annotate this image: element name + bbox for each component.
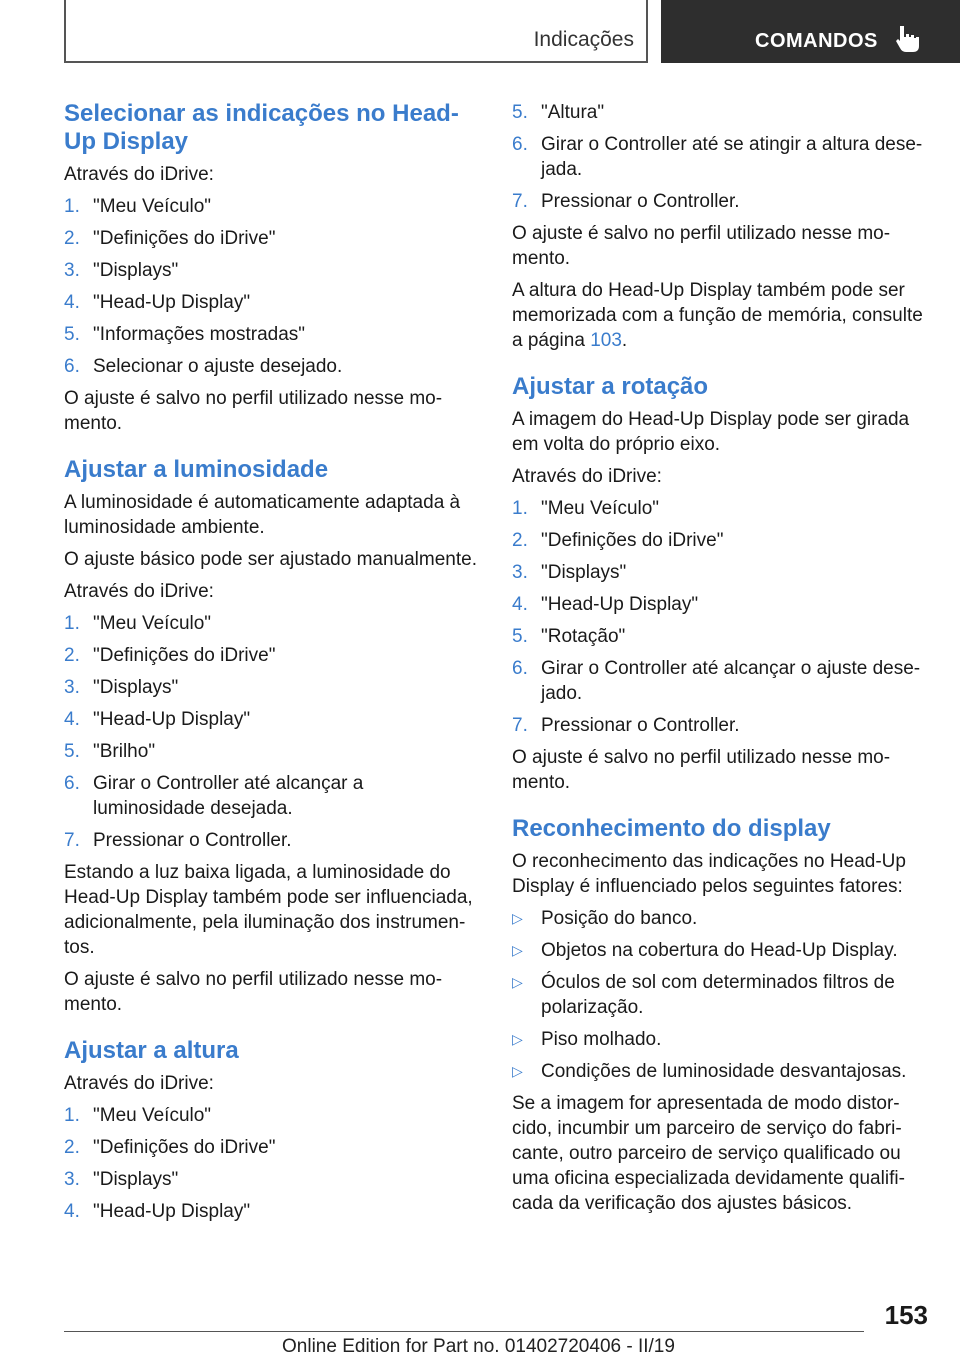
idrive-intro: Através do iDrive: xyxy=(64,164,214,185)
profile-note: O ajuste é salvo no perfil utilizado nesse mo-mento. xyxy=(512,223,891,269)
idrive-intro: Através do iDrive: xyxy=(64,1073,214,1094)
list-item: 1. "Meu Veículo" xyxy=(64,613,212,634)
header-section-tab xyxy=(64,0,648,63)
triangle-bullet-icon: ▷ xyxy=(512,910,523,926)
page-number: 153 xyxy=(884,1300,928,1330)
right-column xyxy=(512,100,928,1223)
profile-note: O ajuste é salvo no perfil utilizado nesse mo-mento. xyxy=(512,747,891,793)
rotation-text: A imagem do Head-Up Display pode ser girada em volta do próprio eixo. xyxy=(512,409,910,455)
triangle-bullet-icon: ▷ xyxy=(512,1063,523,1079)
steps-list-indications xyxy=(64,194,480,379)
list-item: 4. "Head-Up Display" xyxy=(64,292,251,313)
recognition-intro: O reconhecimento das indicações no Head-Up Display é influenciado pelos seguintes fatores: xyxy=(512,851,906,897)
profile-note: O ajuste é salvo no perfil utilizado nesse mo-mento. xyxy=(64,969,443,1015)
edition-footer: Online Edition for Part no. 01402720406 - II/19 xyxy=(282,1336,675,1357)
steps-list-brightness xyxy=(64,611,480,853)
section-title-select-indications: Selecionar as indicações no Head-Up Display xyxy=(64,100,459,155)
list-item: ▷ Condições de luminosidade desvantajosas. xyxy=(512,1061,907,1082)
list-item: 2. "Definições do iDrive" xyxy=(64,645,276,666)
list-item: ▷ Objetos na cobertura do Head-Up Display. xyxy=(512,940,898,961)
list-item: 6. Girar o Controller até se atingir a altura dese-jada. xyxy=(512,134,923,180)
list-item: 2. "Definições do iDrive" xyxy=(512,530,724,551)
list-item: 6. Girar o Controller até alcançar a luminosidade desejada. xyxy=(64,773,364,819)
list-item: 3. "Displays" xyxy=(64,260,179,281)
footer-divider xyxy=(64,1331,864,1332)
list-item: 5. "Brilho" xyxy=(64,741,156,762)
list-item: 7. Pressionar o Controller. xyxy=(64,830,292,851)
memory-function-text: A altura do Head-Up Display também pode ser memorizada com a função de memória, consulte a página 103. xyxy=(512,280,923,351)
section-title-height: Ajustar a altura xyxy=(64,1037,239,1064)
distortion-service-text: Se a imagem for apresentada de modo distor-cido, incumbir um parceiro de serviço do fabri-cante, outro parceiro de serviço qualificado ou uma oficina especializada devidamente qualifi-cada da verificação dos ajustes básicos. xyxy=(512,1093,905,1214)
idrive-intro: Através do iDrive: xyxy=(64,581,214,602)
hand-pointer-icon xyxy=(892,24,922,54)
idrive-intro: Através do iDrive: xyxy=(512,466,662,487)
list-item: 4. "Head-Up Display" xyxy=(64,1201,251,1222)
list-item: 3. "Displays" xyxy=(512,562,627,583)
page-reference-link[interactable]: 103 xyxy=(590,330,622,351)
list-item: 3. "Displays" xyxy=(64,1169,179,1190)
list-item: 7. Pressionar o Controller. xyxy=(512,191,740,212)
list-item: 5. "Rotação" xyxy=(512,626,626,647)
triangle-bullet-icon: ▷ xyxy=(512,942,523,958)
list-item: 4. "Head-Up Display" xyxy=(512,594,699,615)
list-item: 2. "Definições do iDrive" xyxy=(64,1137,276,1158)
list-item: 6. Selecionar o ajuste desejado. xyxy=(64,356,343,377)
header-chapter-tab xyxy=(661,0,960,63)
low-beam-text: Estando a luz baixa ligada, a luminosidade do Head-Up Display também pode ser influenciada, adicionalmente, pela iluminação dos instrumen-tos. xyxy=(64,862,473,958)
section-title-rotation: Ajustar a rotação xyxy=(512,373,709,400)
steps-list-height-continued xyxy=(512,100,928,214)
list-item: 6. Girar o Controller até alcançar o ajuste dese-jado. xyxy=(512,658,921,704)
list-item: 4. "Head-Up Display" xyxy=(64,709,251,730)
brightness-manual-text: O ajuste básico pode ser ajustado manualmente. xyxy=(64,549,477,570)
list-item: 1. "Meu Veículo" xyxy=(512,498,660,519)
triangle-bullet-icon: ▷ xyxy=(512,1031,523,1047)
profile-note: O ajuste é salvo no perfil utilizado nesse mo-mento. xyxy=(64,388,443,434)
steps-list-rotation xyxy=(512,496,928,738)
section-title-brightness: Ajustar a luminosidade xyxy=(64,456,329,483)
factors-list xyxy=(512,906,928,1084)
list-item: ▷ Piso molhado. xyxy=(512,1029,662,1050)
list-item: 2. "Definições do iDrive" xyxy=(64,228,276,249)
list-item: 3. "Displays" xyxy=(64,677,179,698)
left-column xyxy=(64,100,480,1231)
list-item: 5. "Informações mostradas" xyxy=(64,324,306,345)
list-item: ▷ Óculos de sol com determinados filtros de polarização. xyxy=(512,972,895,1018)
triangle-bullet-icon: ▷ xyxy=(512,974,523,990)
list-item: 1. "Meu Veículo" xyxy=(64,1105,212,1126)
list-item: 5. "Altura" xyxy=(512,102,605,123)
header-chapter-label: COMANDOS xyxy=(755,30,878,52)
brightness-auto-text: A luminosidade é automaticamente adaptada à luminosidade ambiente. xyxy=(64,492,461,538)
steps-list-height xyxy=(64,1103,480,1224)
section-title-display-recognition: Reconhecimento do display xyxy=(512,815,831,842)
header-section-label: Indicações xyxy=(533,28,634,51)
list-item: 7. Pressionar o Controller. xyxy=(512,715,740,736)
list-item: 1. "Meu Veículo" xyxy=(64,196,212,217)
list-item: ▷ Posição do banco. xyxy=(512,908,698,929)
